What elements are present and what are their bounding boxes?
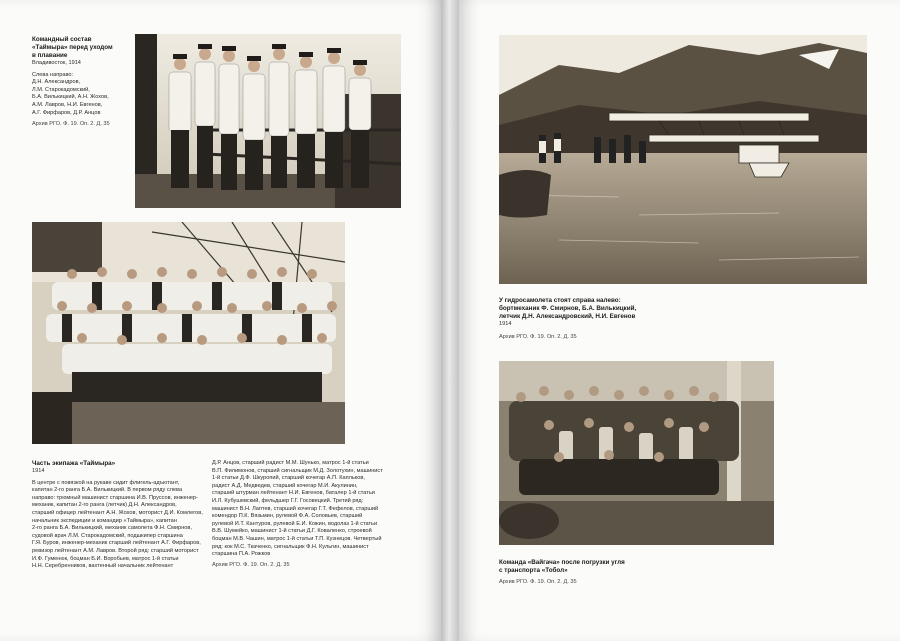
caption-body-line: Г.Я. Буров, инженер-механик старший лейтенант А.Г. Фирфаров, (32, 540, 201, 547)
photo1-caption (32, 36, 113, 128)
caption-body-line: механик, капитан 2-го ранга (летчик) Д.Н. Александров, (32, 502, 177, 509)
caption-title-line: Команда «Вайгача» после погрузки угля (499, 559, 625, 566)
caption-body-line: 1-й статьи Д.Ф. Шкуропий, старший кочегар А.П. Капльков, (212, 475, 365, 482)
caption-title-line: У гидросамолета стоят справа налево: (499, 297, 621, 304)
archive-reference: Архив РГО. Ф. 19. Оп. 2. Д. 35 (499, 579, 577, 585)
caption-body-line: старший штурман лейтенант Н.И. Евгенов, баталер 1-й статьи (212, 490, 375, 497)
caption-body-line: Слева направо: (32, 71, 74, 78)
caption-body-line: А.М. Лавров, Н.И. Евгенов, (32, 101, 103, 108)
caption-body-line: начальник экспедиции и командир «Таймыра», капитан (32, 517, 177, 524)
caption-body-line: боцман М.В. Чашин, матрос 1-й статьи Т.П. Кузнецов. Четвертый (212, 535, 382, 542)
caption-body-line: ряд: кок М.С. Ткаченко, сигнальщик Ф.Н. Кульгин, машинист (212, 543, 369, 550)
caption-title-line: в плавание (32, 52, 68, 59)
left-page (0, 0, 441, 641)
photo2-caption (32, 460, 203, 571)
caption-title-line: «Таймыра» перед уходом (32, 44, 113, 51)
photo4-caption (499, 559, 625, 586)
caption-title-line: с транспорта «Тобол» (499, 567, 568, 574)
caption-body-line: В.П. Филимонов, старший сигнальщик М.Д. Золотухин, машинист (212, 467, 383, 474)
caption-body-line: судовой врач Л.М. Старокадомский, подшкипер старшина (32, 532, 183, 539)
caption-body-line: В центре с повязкой на рукаве сидит флигель-адъютант, (32, 479, 180, 486)
caption-body-line: В.В. Шумейко, машинист 1-й статьи Д.Г. Коваленко, строевой (212, 528, 372, 535)
archive-reference: Архив РГО. Ф. 19. Оп. 2. Д. 35 (212, 561, 290, 568)
caption-title-line: бортмеханик Ф. Смирнов, Б.А. Вилькицкий, (499, 305, 637, 312)
caption-body-line: машинист В.Н. Лаптев, старший кочегар Г.Т. Фефелов, старший (212, 505, 379, 512)
archive-reference: Архив РГО. Ф. 19. Оп. 2. Д. 35 (499, 333, 577, 340)
caption-body-line: комендор П.К. Вязьмин, рулевой Ф.А. Соловьев, старший (212, 513, 363, 520)
vaygach-crew-photo (499, 361, 774, 545)
caption-body-line: ревизор лейтенант А.М. Лавров. Второй ряд: старший моторист (32, 547, 199, 554)
photo3-caption (499, 297, 636, 341)
caption-title-line: летчик Д.Н. Александровский, Н.И. Евгенов (499, 313, 636, 320)
caption-body-line: капитан 2-го ранга Б.А. Вилькицкий. В первом ряду слева (32, 487, 183, 494)
caption-body-line: А.Г. Фирфаров, Д.Р. Анцов (32, 109, 101, 116)
caption-body-line: Б.А. Вилькицкий, А.Н. Жохов, (32, 94, 109, 101)
caption-title: Часть экипажа «Таймыра» (32, 460, 116, 467)
officers-photo (135, 34, 401, 208)
caption-body-line: 2-го ранга Б.А. Вилькицкий, механик самолета Ф.Н. Смирнов, (32, 525, 192, 532)
caption-subtitle: Владивосток, 1914 (32, 60, 81, 66)
caption-body-line: старшина П.А. Рожков (212, 551, 271, 558)
book-gutter (441, 0, 459, 641)
caption-body-line: И.Л. Кубушевский, фельдшер Г.Г. Госовецкий. Третий ряд: (212, 497, 364, 504)
seaplane-photo (499, 35, 867, 284)
archive-reference: Архив РГО. Ф. 19. Оп. 2. Д. 35 (32, 121, 110, 128)
caption-body-line: И.Ф. Гуменюк, боцман Б.И. Воробьев, матрос 1-й статьи (32, 555, 179, 562)
right-page (459, 0, 900, 641)
caption-body-line: направо: трюмный машинист старшина И.В. Пруссов, инженер- (32, 494, 198, 501)
caption-year: 1914 (499, 321, 512, 327)
caption-body-line: Л.М. Старокадомский, (32, 86, 90, 93)
caption-body-line: радист А.Д. Медведев, старший кочегар М.И. Акулинин, (212, 482, 358, 489)
caption-body-line: Д.Н. Александров, (32, 79, 81, 86)
caption-body-line: Н.Н. Серебренников, вахтенный начальник лейтенант (32, 563, 174, 570)
caption-body-line: рулевой И.Т. Кантуров, рулевой Е.И. Кожин, водолаз 1-й статьи (212, 520, 378, 527)
caption-body-line: Д.Р. Анцов, старший радист М.М. Шунько, матрос 1-й статьи (212, 460, 369, 466)
caption-year: 1914 (32, 468, 45, 474)
crew-photo (32, 222, 345, 444)
caption-title-line: Командный состав (32, 36, 92, 43)
caption-body-line: старший офицер лейтенант А.Н. Жохов, моторист Д.И. Комлегов, (32, 509, 203, 516)
photo2-caption-continued (212, 460, 383, 569)
